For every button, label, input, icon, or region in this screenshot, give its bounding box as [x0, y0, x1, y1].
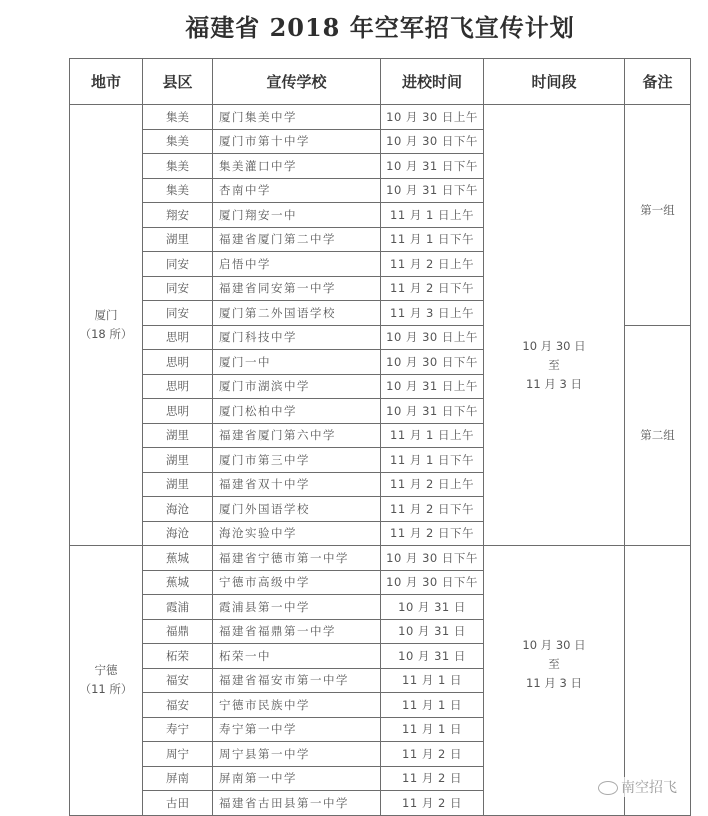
school-cell: 海沧实验中学 — [213, 521, 381, 546]
visit-time-cell: 10 月 30 日上午 — [381, 105, 484, 130]
school-cell: 屏南第一中学 — [213, 766, 381, 791]
district-cell: 同安 — [143, 276, 213, 301]
wechat-icon — [598, 781, 618, 795]
school-cell: 寿宁第一中学 — [213, 717, 381, 742]
visit-time-cell: 11 月 2 日 — [381, 791, 484, 816]
visit-time-cell: 10 月 31 日 — [381, 619, 484, 644]
school-cell: 福建省厦门第六中学 — [213, 423, 381, 448]
page-title: 福建省 2018 年空军招飞宣传计划 — [185, 13, 575, 42]
city-cell — [70, 105, 143, 546]
watermark — [598, 777, 677, 797]
school-cell: 福建省双十中学 — [213, 472, 381, 497]
period-line-3: 11 月 3 日 — [526, 676, 582, 690]
visit-time-cell: 11 月 2 日下午 — [381, 276, 484, 301]
school-cell: 厦门市湖滨中学 — [213, 374, 381, 399]
remark-cell: 第二组 — [625, 325, 691, 546]
school-cell: 厦门一中 — [213, 350, 381, 375]
header-visit-time: 进校时间 — [381, 59, 484, 105]
district-cell: 海沧 — [143, 497, 213, 522]
district-cell: 湖里 — [143, 448, 213, 473]
period-cell — [484, 546, 625, 816]
school-cell: 厦门科技中学 — [213, 325, 381, 350]
district-cell: 周宁 — [143, 742, 213, 767]
header-city: 地市 — [70, 59, 143, 105]
district-cell: 柘荣 — [143, 644, 213, 669]
school-cell: 厦门松柏中学 — [213, 399, 381, 424]
district-cell: 古田 — [143, 791, 213, 816]
table-body — [70, 105, 691, 816]
visit-time-cell: 11 月 2 日 — [381, 766, 484, 791]
school-cell: 厦门集美中学 — [213, 105, 381, 130]
visit-time-cell: 11 月 3 日上午 — [381, 301, 484, 326]
period-line-1: 10 月 30 日 — [522, 638, 586, 652]
visit-time-cell: 10 月 30 日下午 — [381, 546, 484, 571]
district-cell: 湖里 — [143, 472, 213, 497]
district-cell: 翔安 — [143, 203, 213, 228]
table-row — [70, 105, 691, 130]
school-cell: 福建省同安第一中学 — [213, 276, 381, 301]
visit-time-cell: 10 月 31 日下午 — [381, 399, 484, 424]
visit-time-cell: 10 月 30 日上午 — [381, 325, 484, 350]
district-cell: 湖里 — [143, 227, 213, 252]
header-district: 县区 — [143, 59, 213, 105]
table-row — [70, 546, 691, 571]
school-cell: 福建省宁德市第一中学 — [213, 546, 381, 571]
school-cell: 福建省福鼎第一中学 — [213, 619, 381, 644]
district-cell: 湖里 — [143, 423, 213, 448]
district-cell: 海沧 — [143, 521, 213, 546]
visit-time-cell: 10 月 30 日下午 — [381, 129, 484, 154]
watermark-text: 南空招飞 — [621, 780, 677, 796]
remark-cell — [625, 546, 691, 816]
header-school: 宣传学校 — [213, 59, 381, 105]
school-cell: 厦门市第三中学 — [213, 448, 381, 473]
district-cell: 同安 — [143, 301, 213, 326]
visit-time-cell: 10 月 31 日下午 — [381, 178, 484, 203]
visit-time-cell: 10 月 31 日 — [381, 595, 484, 620]
visit-time-cell: 11 月 2 日上午 — [381, 472, 484, 497]
visit-time-cell: 10 月 31 日 — [381, 644, 484, 669]
visit-time-cell: 10 月 31 日下午 — [381, 154, 484, 179]
visit-time-cell: 11 月 1 日下午 — [381, 227, 484, 252]
visit-time-cell: 11 月 1 日 — [381, 717, 484, 742]
district-cell: 屏南 — [143, 766, 213, 791]
school-cell: 杏南中学 — [213, 178, 381, 203]
city-school-count: （18 所） — [79, 327, 133, 341]
table-header-row — [70, 59, 691, 105]
district-cell: 福鼎 — [143, 619, 213, 644]
period-line-2: 至 — [548, 657, 560, 671]
school-cell: 柘荣一中 — [213, 644, 381, 669]
district-cell: 蕉城 — [143, 546, 213, 571]
school-cell: 宁德市民族中学 — [213, 693, 381, 718]
school-cell: 启悟中学 — [213, 252, 381, 277]
visit-time-cell: 11 月 2 日下午 — [381, 497, 484, 522]
visit-time-cell: 11 月 2 日 — [381, 742, 484, 767]
school-cell: 福建省厦门第二中学 — [213, 227, 381, 252]
district-cell: 集美 — [143, 129, 213, 154]
header-remark: 备注 — [625, 59, 691, 105]
district-cell: 思明 — [143, 374, 213, 399]
remark-cell: 第一组 — [625, 105, 691, 326]
district-cell: 同安 — [143, 252, 213, 277]
district-cell: 福安 — [143, 668, 213, 693]
visit-time-cell: 11 月 1 日 — [381, 668, 484, 693]
school-cell: 宁德市高级中学 — [213, 570, 381, 595]
school-cell: 厦门翔安一中 — [213, 203, 381, 228]
period-cell — [484, 105, 625, 546]
district-cell: 霞浦 — [143, 595, 213, 620]
visit-time-cell: 11 月 1 日上午 — [381, 423, 484, 448]
visit-time-cell: 10 月 30 日下午 — [381, 570, 484, 595]
school-cell: 周宁县第一中学 — [213, 742, 381, 767]
city-school-count: （11 所） — [79, 682, 133, 697]
period-line-2: 至 — [548, 357, 560, 372]
school-cell: 集美灌口中学 — [213, 154, 381, 179]
district-cell: 蕉城 — [143, 570, 213, 595]
city-cell — [70, 546, 143, 816]
district-cell: 集美 — [143, 178, 213, 203]
district-cell: 集美 — [143, 105, 213, 130]
district-cell: 思明 — [143, 325, 213, 350]
school-cell: 厦门市第十中学 — [213, 129, 381, 154]
school-cell: 霞浦县第一中学 — [213, 595, 381, 620]
school-cell: 厦门第二外国语学校 — [213, 301, 381, 326]
district-cell: 集美 — [143, 154, 213, 179]
visit-time-cell: 11 月 1 日 — [381, 693, 484, 718]
recruitment-plan-table — [69, 58, 691, 816]
visit-time-cell: 11 月 2 日下午 — [381, 521, 484, 546]
header-period: 时间段 — [484, 59, 625, 105]
period-line-3: 11 月 3 日 — [526, 376, 582, 391]
visit-time-cell: 10 月 31 日上午 — [381, 374, 484, 399]
city-name: 厦门 — [94, 308, 118, 322]
district-cell: 思明 — [143, 399, 213, 424]
district-cell: 寿宁 — [143, 717, 213, 742]
visit-time-cell: 11 月 1 日下午 — [381, 448, 484, 473]
school-cell: 福建省福安市第一中学 — [213, 668, 381, 693]
district-cell: 思明 — [143, 350, 213, 375]
school-cell: 厦门外国语学校 — [213, 497, 381, 522]
city-name: 宁德 — [94, 663, 118, 678]
period-line-1: 10 月 30 日 — [522, 338, 586, 353]
school-cell: 福建省古田县第一中学 — [213, 791, 381, 816]
district-cell: 福安 — [143, 693, 213, 718]
visit-time-cell: 11 月 2 日上午 — [381, 252, 484, 277]
visit-time-cell: 10 月 30 日下午 — [381, 350, 484, 375]
visit-time-cell: 11 月 1 日上午 — [381, 203, 484, 228]
